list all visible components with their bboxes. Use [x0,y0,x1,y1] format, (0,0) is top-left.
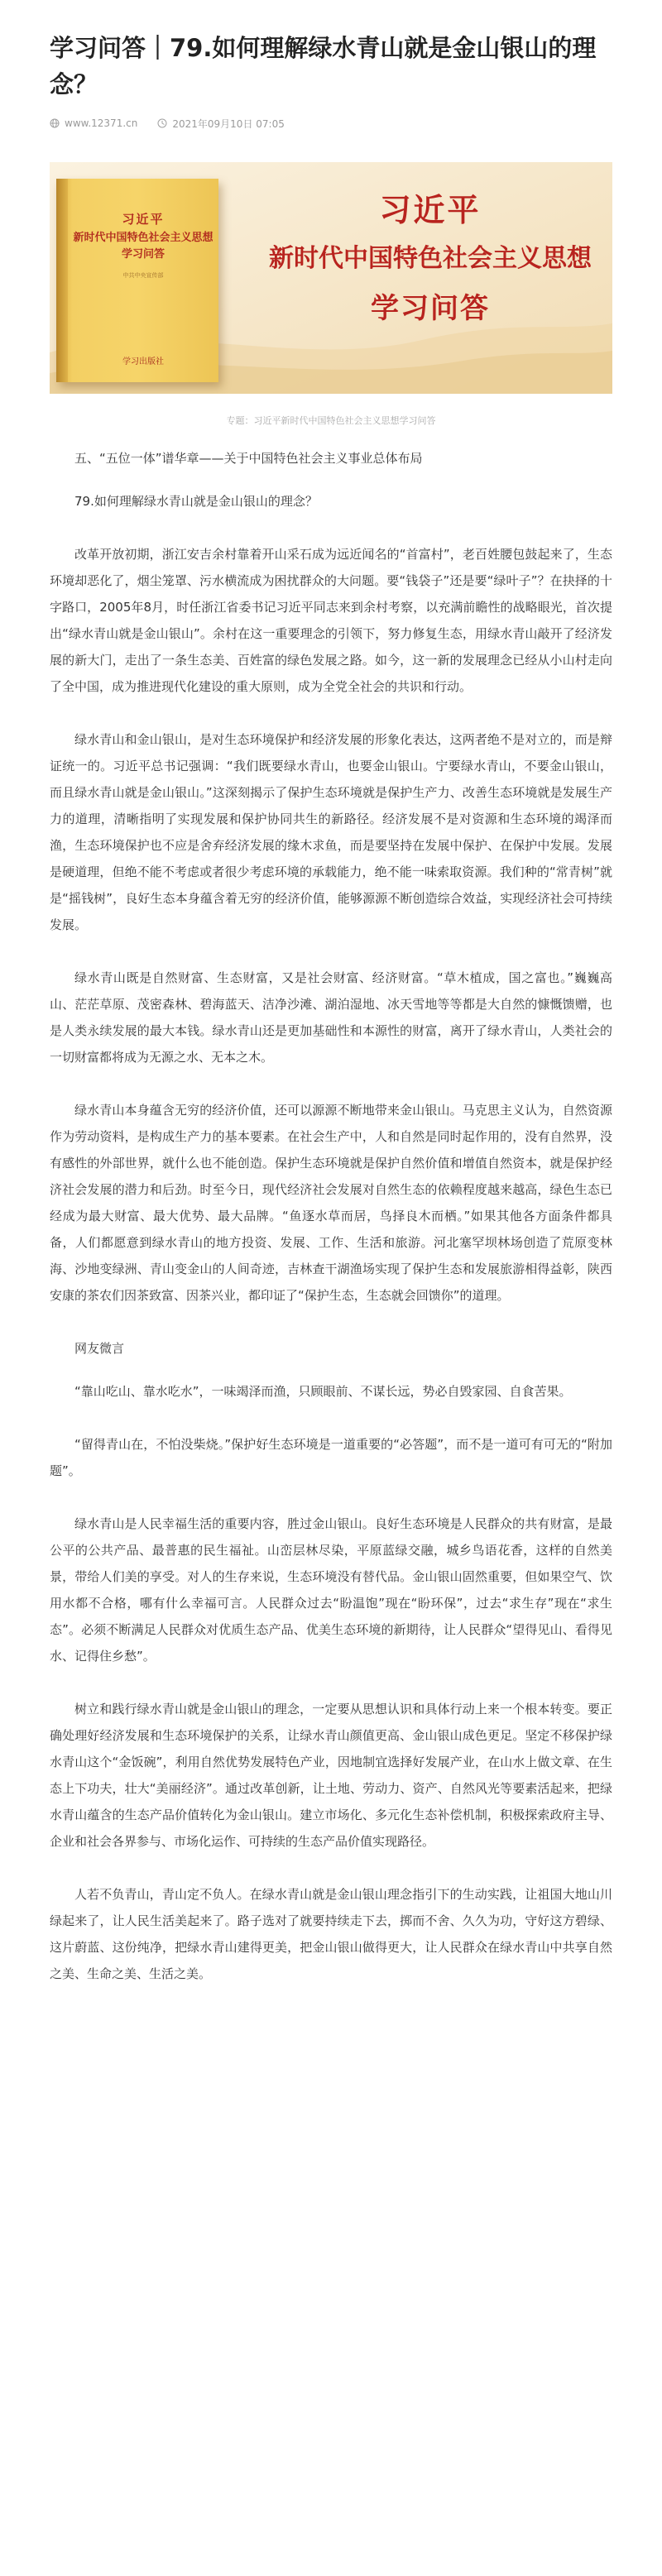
question-heading: 79.如何理解绿水青山就是金山银山的理念？ [74,494,318,509]
book-title [68,230,218,263]
body-paragraph: 绿水青山本身蕴含无穷的经济价值，还可以源源不断地带来金山银山。马克思主义认为，自然资源作为劳动资料，是构成生产力的基本要素。在社会生产中，人和自然是同时起作用的，没有自然界，没有感性的外部世界，就什么也不能创造。保护生态环境就是保护自然价值和增值自然资本，就是保护经济社会发展的潜力和后劲。时至今日，现代经济社会发展对自然生态的依赖程度越来越高，绿色生态已经成为最大财富、最大优势、最大品牌。“鱼逐水草而居，鸟择良木而栖。”如果其他各方面条件都具备，人们都愿意到绿水青山的地方投资、发展、工作、生活和旅游。河北塞罕坝林场创造了荒原变林海、沙地变绿洲、青山变金山的人间奇迹，吉林查干湖渔场实现了保护生态和发展旅游相得益彰，陕西安康的茶农们因茶致富、因茶兴业，都印证了“保护生态，生态就会回馈你”的道理。 [50,1103,612,1303]
book-subtitle: 中共中央宣传部 [122,272,164,279]
book-author: 习近平 [122,212,165,227]
body-paragraph: 绿水青山既是自然财富、生态财富，又是社会财富、经济财富。“草木植成，国之富也。”巍巍高山、茫茫草原、茂密森林、碧海蓝天、洁净沙滩、湖泊湿地、冰天雪地等等都是大自然的慷慨馈赠，也是人类永续发展的最大本钱。绿水青山还是更加基础性和本源性的财富，离开了绿水青山，人类社会的一切财富都将成为无源之水、无本之木。 [50,970,612,1065]
body-paragraph: 改革开放初期，浙江安吉余村靠着开山采石成为远近闻名的“首富村”，老百姓腰包鼓起来了，生态环境却恶化了，烟尘笼罩、污水横流成为困扰群众的大问题。要“钱袋子”还是要“绿叶子”？在抉择的十字路口，2005年8月，时任浙江省委书记习近平同志来到余村考察，以充满前瞻性的战略眼光，首次提出“绿水青山就是金山银山”。余村在这一重要理念的引领下，努力修复生态，用绿水青山敲开了经济发展的新大门，走出了一条生态美、百姓富的绿色发展之路。如今，这一新的发展理念已经从小山村走向了全中国，成为推进现代化建设的重大原则，成为全党全社会的共识和行动。 [50,547,612,694]
banner-line-3: 学习问答 [371,292,490,325]
body-paragraph: 绿水青山是人民幸福生活的重要内容，胜过金山银山。良好生态环境是人民群众的共有财富，是最公平的公共产品、最普惠的民生福祉。山峦层林尽染，平原蓝绿交融，城乡鸟语花香，这样的自然美景，带给人们美的享受。对人的生存来说，生态环境没有替代品。金山银山固然重要，但如果空气、饮用水都不合格，哪有什么幸福可言。人民群众过去“盼温饱”现在“盼环保”，过去“求生存”现在“求生态”。必须不断满足人民群众对优质生态产品、优美生态环境的新期待，让人民群众“望得见山、看得见水、记得住乡愁”。 [50,1516,612,1664]
book-cover [56,179,218,382]
body-paragraph: 绿水青山和金山银山，是对生态环境保护和经济发展的形象化表达，这两者绝不是对立的，而是辩证统一的。习近平总书记强调：“我们既要绿水青山，也要金山银山。宁要绿水青山，不要金山银山，而且绿水青山就是金山银山。”这深刻揭示了保护生态环境就是保护生产力、改善生态环境就是发展生产力的道理，清晰指明了实现发展和保护协同共生的新路径。经济发展不是对资源和生态环境的竭泽而渔，生态环境保护也不应是舍弃经济发展的缘木求鱼，而是要坚持在发展中保护、在保护中发展。发展是硬道理，但绝不能不考虑或者很少考虑环境的承载能力，绝不能一味索取资源。我们种的“常青树”就是“摇钱树”，良好生态本身蕴含着无穷的经济价值，能够源源不断创造综合效益，实现经济社会可持续发展。 [50,732,612,932]
book-spine [56,179,68,382]
banner-caption[interactable]: 专题：习近平新时代中国特色社会主义思想学习问答 [226,415,436,426]
globe-icon [50,118,60,128]
topic-banner [50,162,612,394]
article-meta [50,116,612,131]
netizen-quote: “靠山吃山、靠水吃水”，一味竭泽而渔，只顾眼前、不谋长远，势必自毁家园、自食苦果。 [74,1384,572,1399]
banner-line-1: 习近平 [379,192,482,228]
publish-date: 2021年09月10日 07:05 [172,117,285,130]
date-info [157,117,284,131]
book-title-line-2: 学习问答 [121,248,165,261]
source-text: www.12371.cn [65,117,138,129]
section-heading: 五、“五位一体”谱华章——关于中国特色社会主义事业总体布局 [74,451,423,466]
body-paragraph: 人若不负青山，青山定不负人。在绿水青山就是金山银山理念指引下的生动实践，让祖国大地山川绿起来了，让人民生活美起来了。路子选对了就要持续走下去，掷而不舍、久久为功，守好这方碧绿、这片蔚蓝、这份纯净，把绿水青山建得更美，把金山银山做得更大，让人民群众在绿水青山中共享自然之美、生命之美、生活之美。 [50,1887,612,1981]
book-title-line-1: 新时代中国特色社会主义思想 [73,232,213,244]
netizen-quote: “留得青山在，不怕没柴烧。”保护好生态环境是一道重要的“必答题”，而不是一道可有可无的“附加题”。 [50,1437,612,1478]
banner-line-2: 新时代中国特色社会主义思想 [269,244,592,273]
banner-heading [248,185,612,334]
source-info [50,117,137,129]
article-body [50,445,612,1987]
book-publisher: 学习出版社 [122,357,164,366]
body-paragraph: 树立和践行绿水青山就是金山银山的理念，一定要从思想认识和具体行动上来一个根本转变。要正确处理好经济发展和生态环境保护的关系，让绿水青山颜值更高、金山银山成色更足。坚定不移保护绿水青山这个“金饭碗”，利用自然优势发展特色产业，因地制宜选择好发展产业，在山水上做文章、在生态上下功夫，壮大“美丽经济”。通过改革创新，让土地、劳动力、资产、自然风光等要素活起来，把绿水青山蕴含的生态产品价值转化为金山银山。建立市场化、多元化生态补偿机制，积极探索政府主导、企业和社会各界参与、市场化运作、可持续的生态产品价值实现路径。 [50,1702,612,1849]
clock-icon [157,118,167,128]
article-title: 学习问答｜79.如何理解绿水青山就是金山银山的理念？ [50,34,597,98]
netizen-comments-heading: 网友微言 [74,1341,125,1356]
